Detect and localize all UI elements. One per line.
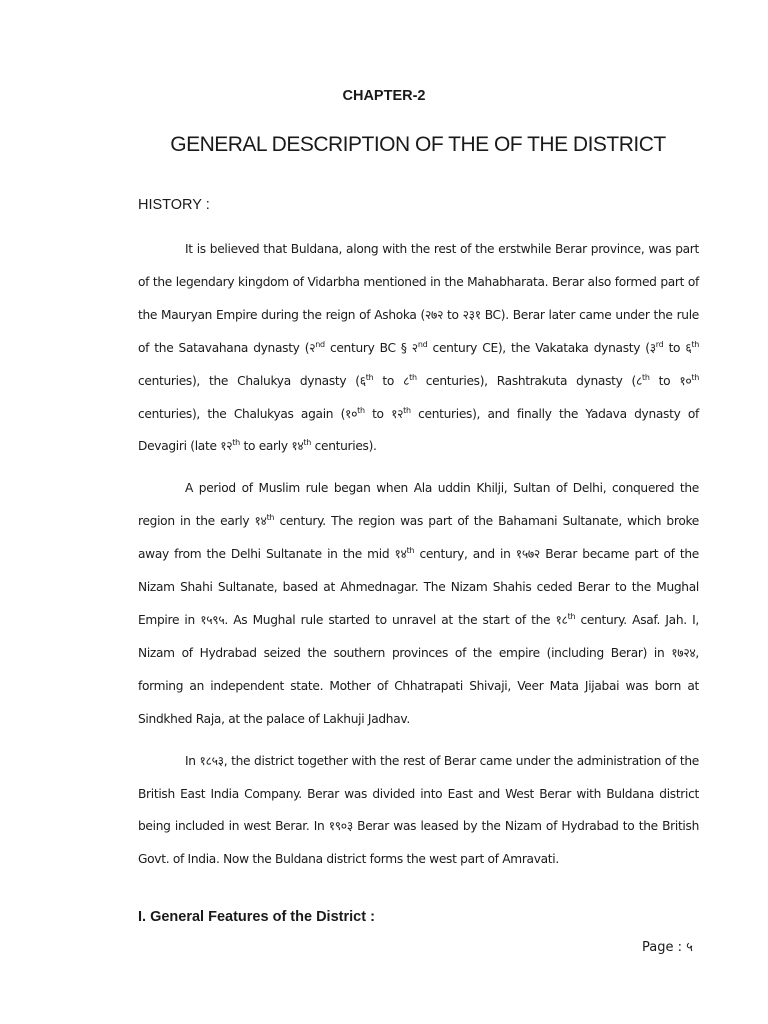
section-heading-history: HISTORY : xyxy=(138,197,210,213)
page-title: GENERAL DESCRIPTION OF THE OF THE DISTRICT xyxy=(170,133,666,156)
subheading-general-features: I. General Features of the District : xyxy=(138,909,375,925)
history-body xyxy=(138,233,699,885)
chapter-label: CHAPTER-2 xyxy=(342,88,426,104)
page-number: Page : ५ xyxy=(642,940,693,955)
history-paragraph-1: It is believed that Buldana, along with the rest of the erstwhile Berar province, was part of the legendary kingdom of Vidarbha mentioned in the Mahabharata. Berar also formed part of the Mauryan Empire during the reign of Ashoka (२७२ to २३१ BC). Berar later came under the rule of the Satavahana dynasty (२nd century BC § २nd century CE), the Vakataka dynasty (३rd to ६th centuries), the Chalukya dynasty (६th to ८th centuries), Rashtrakuta dynasty (८th to १०th centuries), the Chalukyas again (१०th to १२th centuries), and finally the Yadava dynasty of Devagiri (late १२th to early १४th centuries). xyxy=(138,242,699,454)
history-paragraph-2: A period of Muslim rule began when Ala uddin Khilji, Sultan of Delhi, conquered the region in the early १४th century. The region was part of the Bahamani Sultanate, which broke away from the Delhi Sultanate in the mid १४th century, and in १५७२ Berar became part of the Nizam Shahi Sultanate, based at Ahmednagar. The Nizam Shahis ceded Berar to the Mughal Empire in १५९५. As Mughal rule started to unravel at the start of the १८th century. Asaf. Jah. I, Nizam of Hydrabad seized the southern provinces of the empire (including Berar) in १७२४, forming an independent state. Mother of Chhatrapati Shivaji, Veer Mata Jijabai was born at Sindkhed Raja, at the palace of Lakhuji Jadhav. xyxy=(138,481,699,726)
history-paragraph-3: In १८५३, the district together with the rest of Berar came under the administration of the British East India Company. Berar was divided into East and West Berar with Buldana district being included in west Berar. In १९०३ Berar was leased by the Nizam of Hydrabad to the British Govt. of India. Now the Buldana district forms the west part of Amravati. xyxy=(138,753,699,867)
